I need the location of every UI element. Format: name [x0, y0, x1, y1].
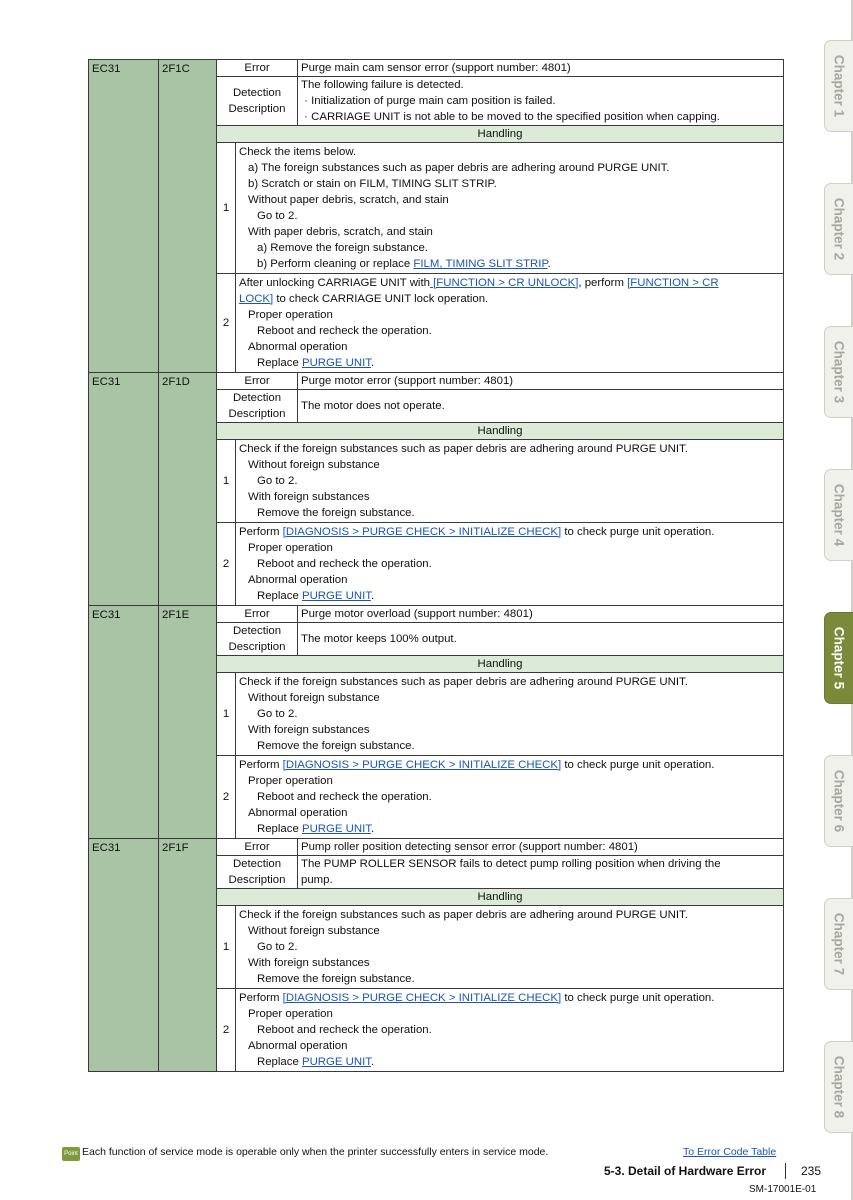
error-label: Error [217, 60, 298, 77]
step-line [239, 176, 780, 192]
error-row [89, 839, 784, 856]
step-line [239, 323, 780, 339]
step-line [239, 208, 780, 224]
error-text: Purge motor overload (support number: 4801) [298, 606, 784, 623]
step-instructions [236, 673, 784, 756]
step-line [239, 160, 780, 176]
error-label: Error [217, 839, 298, 856]
detection-description [298, 77, 784, 126]
step-text: Remove the foreign substance. [257, 507, 415, 519]
step-text: Perform [239, 526, 283, 538]
procedure-link[interactable]: FILM, TIMING SLIT STRIP [413, 258, 548, 270]
chapter-tab-3[interactable] [824, 326, 853, 418]
error-code-cell: EC31 [89, 839, 159, 1072]
chapter-tab-7[interactable] [824, 898, 853, 990]
handling-header: Handling [217, 423, 784, 440]
step-line [239, 738, 780, 754]
step-text: Replace [257, 1056, 302, 1068]
procedure-link[interactable]: [DIAGNOSIS > PURGE CHECK > INITIALIZE CHECK] [282, 759, 562, 771]
step-text: Proper operation [248, 542, 333, 554]
step-line [239, 524, 780, 540]
procedure-link[interactable]: PURGE UNIT [301, 357, 371, 369]
error-row [89, 606, 784, 623]
sub-code-cell: 2F1C [159, 60, 217, 373]
chapter-tab-label: Chapter 2 [831, 197, 847, 261]
step-text: Replace [257, 823, 302, 835]
step-text: . [370, 823, 375, 835]
step-line [239, 588, 780, 604]
step-line [239, 722, 780, 738]
error-text: Pump roller position detecting sensor error (support number: 4801) [298, 839, 784, 856]
point-icon: Point [62, 1147, 80, 1161]
error-label: Error [217, 606, 298, 623]
step-instructions [236, 440, 784, 523]
chapter-tab-label: Chapter 7 [831, 912, 847, 976]
step-line [239, 955, 780, 971]
chapter-tab-label: Chapter 4 [831, 483, 847, 547]
document-id: SM-17001E-01 [749, 1184, 817, 1195]
step-text: Abnormal operation [248, 807, 348, 819]
step-text: to check purge unit operation. [561, 759, 715, 771]
handling-header: Handling [217, 889, 784, 906]
chapter-tab-4[interactable] [824, 469, 853, 561]
step-text: Go to 2. [257, 941, 298, 953]
service-mode-note: Each function of service mode is operable only when the printer successfully enters in service mode. [82, 1146, 549, 1158]
step-line [239, 674, 780, 690]
step-line [239, 805, 780, 821]
detection-line: The motor does not operate. [301, 400, 445, 412]
step-text: Go to 2. [257, 475, 298, 487]
step-instructions [236, 523, 784, 606]
chapter-tab-2[interactable] [824, 183, 853, 275]
step-text: Perform [239, 992, 283, 1004]
procedure-link[interactable]: [DIAGNOSIS > PURGE CHECK > INITIALIZE CHECK] [282, 526, 562, 538]
error-code-cell: EC31 [89, 606, 159, 839]
chapter-tab-label: Chapter 3 [831, 340, 847, 404]
step-line [239, 473, 780, 489]
step-line [239, 773, 780, 789]
step-line [239, 240, 780, 256]
step-instructions [236, 274, 784, 373]
step-number: 1 [217, 440, 236, 523]
step-line [239, 556, 780, 572]
error-label: Error [217, 373, 298, 390]
step-line [239, 706, 780, 722]
step-text: . [370, 357, 375, 369]
detection-label: Detection Description [217, 77, 298, 126]
error-row [89, 60, 784, 77]
step-text: b) Scratch or stain on FILM, TIMING SLIT STRIP. [248, 178, 497, 190]
step-instructions [236, 143, 784, 274]
step-text: to check purge unit operation. [561, 526, 715, 538]
step-line [239, 690, 780, 706]
step-line [239, 275, 780, 291]
step-line [239, 355, 780, 371]
step-number: 2 [217, 756, 236, 839]
handling-header: Handling [217, 656, 784, 673]
chapter-tabs [824, 40, 853, 1160]
step-line [239, 505, 780, 521]
chapter-tab-label: Chapter 8 [831, 1055, 847, 1119]
chapter-tab-label: Chapter 6 [831, 769, 847, 833]
detection-label: Detection Description [217, 390, 298, 423]
step-text: Check if the foreign substances such as paper debris are adhering around PURGE UNIT. [239, 443, 688, 455]
detection-line: The motor keeps 100% output. [301, 633, 457, 645]
detection-label: Detection Description [217, 856, 298, 889]
step-line [239, 144, 780, 160]
page-number: 235 [801, 1164, 822, 1178]
detection-line: · Initialization of purge main cam position is failed. [301, 95, 556, 107]
step-line [239, 339, 780, 355]
step-line [239, 1038, 780, 1054]
step-text: With foreign substances [248, 491, 370, 503]
step-number: 1 [217, 906, 236, 989]
error-text: Purge motor error (support number: 4801) [298, 373, 784, 390]
step-line [239, 1006, 780, 1022]
step-number: 2 [217, 274, 236, 373]
step-text: Replace [257, 357, 302, 369]
detection-label: Detection Description [217, 623, 298, 656]
error-code-cell: EC31 [89, 373, 159, 606]
step-number: 2 [217, 989, 236, 1072]
sub-code-cell: 2F1D [159, 373, 217, 606]
chapter-tab-label: Chapter 5 [831, 626, 847, 690]
step-text: . [370, 590, 375, 602]
step-text: Proper operation [248, 775, 333, 787]
step-line [239, 1022, 780, 1038]
step-text: a) Remove the foreign substance. [257, 242, 428, 254]
step-line [239, 923, 780, 939]
step-line [239, 489, 780, 505]
step-line [239, 757, 780, 773]
chapter-tab-6[interactable] [824, 755, 853, 847]
step-text: Without foreign substance [248, 459, 380, 471]
procedure-link[interactable]: [FUNCTION > CR [627, 277, 719, 289]
error-code-cell: EC31 [89, 60, 159, 373]
step-line [239, 971, 780, 987]
step-line [239, 192, 780, 208]
step-text: Reboot and recheck the operation. [257, 558, 432, 570]
step-text: Abnormal operation [248, 341, 348, 353]
step-number: 1 [217, 673, 236, 756]
step-text: Check if the foreign substances such as paper debris are adhering around PURGE UNIT. [239, 909, 688, 921]
procedure-link[interactable]: PURGE UNIT [301, 1056, 371, 1068]
step-text: Remove the foreign substance. [257, 973, 415, 985]
step-text: Go to 2. [257, 708, 298, 720]
step-text: Abnormal operation [248, 574, 348, 586]
handling-header: Handling [217, 126, 784, 143]
step-text: Reboot and recheck the operation. [257, 791, 432, 803]
error-row [89, 373, 784, 390]
procedure-link[interactable]: [FUNCTION > CR UNLOCK] [429, 277, 579, 289]
step-line [239, 256, 780, 272]
step-text: a) The foreign substances such as paper debris are adhering around PURGE UNIT. [248, 162, 670, 174]
detection-line: · CARRIAGE UNIT is not able to be moved to the specified position when capping. [301, 111, 720, 123]
step-line [239, 821, 780, 837]
step-text: Reboot and recheck the operation. [257, 1024, 432, 1036]
step-text: After unlocking CARRIAGE UNIT with [239, 277, 430, 289]
chapter-tab-5[interactable] [824, 612, 853, 704]
step-text: Check the items below. [239, 146, 357, 158]
section-title: 5-3. Detail of Hardware Error [604, 1164, 767, 1178]
step-text: With paper debris, scratch, and stain [248, 226, 433, 238]
chapter-tab-label: Chapter 1 [831, 54, 847, 118]
step-line [239, 540, 780, 556]
detection-description [298, 390, 784, 423]
step-number: 2 [217, 523, 236, 606]
step-line [239, 939, 780, 955]
sub-code-cell: 2F1F [159, 839, 217, 1072]
footer-divider [785, 1163, 786, 1179]
step-text: , perform [578, 277, 628, 289]
step-text: to check purge unit operation. [561, 992, 715, 1004]
step-text: Without paper debris, scratch, and stain [248, 194, 449, 206]
detection-description [298, 856, 784, 889]
step-text: Replace [257, 590, 302, 602]
step-text: Go to 2. [257, 210, 298, 222]
detection-description [298, 623, 784, 656]
step-line [239, 789, 780, 805]
error-detail-table [88, 59, 784, 1072]
procedure-link[interactable]: [DIAGNOSIS > PURGE CHECK > INITIALIZE CHECK] [282, 992, 562, 1004]
step-text: to check CARRIAGE UNIT lock operation. [273, 293, 489, 305]
error-text: Purge main cam sensor error (support number: 4801) [298, 60, 784, 77]
step-line [239, 457, 780, 473]
chapter-tab-8[interactable] [824, 1041, 853, 1133]
step-line [239, 307, 780, 323]
step-text: Abnormal operation [248, 1040, 348, 1052]
step-instructions [236, 756, 784, 839]
step-text: Check if the foreign substances such as paper debris are adhering around PURGE UNIT. [239, 676, 688, 688]
step-text: With foreign substances [248, 957, 370, 969]
procedure-link[interactable]: LOCK] [239, 293, 274, 305]
step-text: Proper operation [248, 1008, 333, 1020]
step-text: Without foreign substance [248, 692, 380, 704]
step-text: Remove the foreign substance. [257, 740, 415, 752]
procedure-link[interactable]: PURGE UNIT [301, 823, 371, 835]
procedure-link[interactable]: PURGE UNIT [301, 590, 371, 602]
sub-code-cell: 2F1E [159, 606, 217, 839]
step-line [239, 572, 780, 588]
step-line [239, 441, 780, 457]
step-text: Proper operation [248, 309, 333, 321]
step-line [239, 291, 780, 307]
step-instructions [236, 989, 784, 1072]
step-text: Reboot and recheck the operation. [257, 325, 432, 337]
step-instructions [236, 906, 784, 989]
detection-line: The following failure is detected. [301, 79, 464, 91]
step-number: 1 [217, 143, 236, 274]
step-text: Perform [239, 759, 283, 771]
to-error-code-table-link[interactable]: To Error Code Table [683, 1146, 777, 1158]
detection-line: The PUMP ROLLER SENSOR fails to detect pump rolling position when driving the [301, 858, 721, 870]
step-text: . [547, 258, 551, 270]
step-line [239, 990, 780, 1006]
step-text: b) Perform cleaning or replace [257, 258, 414, 270]
chapter-tab-1[interactable] [824, 40, 853, 132]
detection-line: pump. [301, 874, 333, 886]
step-text: . [370, 1056, 375, 1068]
step-text: With foreign substances [248, 724, 370, 736]
step-text: Without foreign substance [248, 925, 380, 937]
step-line [239, 907, 780, 923]
step-line [239, 1054, 780, 1070]
step-line [239, 224, 780, 240]
